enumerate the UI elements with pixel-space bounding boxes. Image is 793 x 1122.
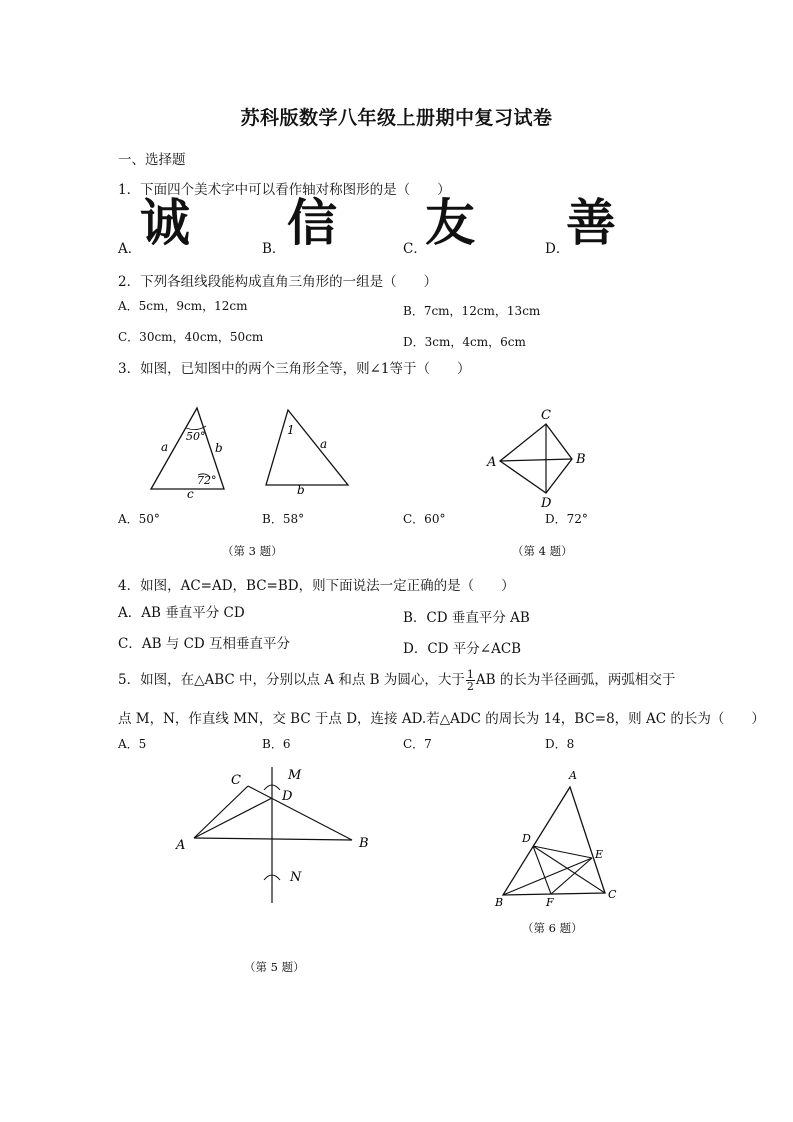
q1-art-char-a: 诚 <box>140 194 190 252</box>
q6-point-b: B <box>495 896 504 909</box>
q5-point-n: N <box>290 870 302 885</box>
q5-option-b[interactable]: B．6 <box>262 737 291 751</box>
q3-side-c1-label: c <box>187 487 194 501</box>
q5-point-a: A <box>176 838 186 853</box>
q3-angle-50-label: 50° <box>186 430 206 443</box>
q5-fraction-denominator: 2 <box>466 680 474 693</box>
q5-point-c: C <box>231 773 241 788</box>
q5-point-m: M <box>288 768 302 783</box>
q3-side-a2-label: a <box>320 437 328 451</box>
q6-point-d: D <box>522 832 531 845</box>
q5-point-d: D <box>282 789 293 804</box>
q6-point-e: E <box>595 848 604 861</box>
q4-point-b: B <box>576 452 586 467</box>
q4-option-d[interactable]: D．CD 平分∠ACB <box>403 641 522 657</box>
q6-point-f: F <box>546 896 554 909</box>
q6-point-a: A <box>569 769 577 782</box>
q5-caption: （第 5 题） <box>244 960 305 974</box>
q3-side-b1-label: b <box>215 441 223 455</box>
q4-option-c[interactable]: C．AB 与 CD 互相垂直平分 <box>118 636 291 652</box>
q1-art-char-b: 信 <box>287 194 337 252</box>
q5-option-c[interactable]: C．7 <box>403 737 432 751</box>
q4-point-c: C <box>541 408 551 423</box>
q5-option-d[interactable]: D．8 <box>545 737 575 751</box>
q3-caption: （第 3 题） <box>222 544 283 558</box>
q5-stem-post: AB 的长为半径画弧，两弧相交于 <box>475 672 676 688</box>
q5-option-a[interactable]: A．5 <box>118 737 147 751</box>
q4-option-a[interactable]: A．AB 垂直平分 CD <box>118 605 245 621</box>
q5-fraction-numerator: 1 <box>466 668 474 681</box>
q3-stem: 3．如图，已知图中的两个三角形全等，则∠1等于（ ） <box>118 361 471 377</box>
q4-option-b[interactable]: B．CD 垂直平分 AB <box>403 610 530 626</box>
q1-option-d-label[interactable]: D． <box>545 241 570 257</box>
q2-option-d[interactable]: D．3cm，4cm，6cm <box>403 335 526 349</box>
q3-angle-72-label: 72° <box>197 474 217 487</box>
q2-option-a[interactable]: A．5cm，9cm，12cm <box>118 299 248 313</box>
q2-option-c[interactable]: C．30cm，40cm，50cm <box>118 330 264 344</box>
q6-caption: （第 6 题） <box>522 921 583 935</box>
q4-caption: （第 4 题） <box>512 544 573 558</box>
q3-angle-1-label: 1 <box>287 423 295 437</box>
q1-art-char-c: 友 <box>425 194 475 252</box>
q6-point-c: C <box>608 888 617 901</box>
q3-option-d[interactable]: D．72° <box>545 512 588 526</box>
page-title: 苏科版数学八年级上册期中复习试卷 <box>240 107 553 129</box>
q5-stem-pre: 5．如图，在△ABC 中，分别以点 A 和点 B 为圆心，大于 <box>118 672 465 688</box>
q3-option-b[interactable]: B．58° <box>262 512 305 526</box>
q4-stem: 4．如图，AC=AD，BC=BD，则下面说法一定正确的是（ ） <box>118 578 515 594</box>
q3-side-a1-label: a <box>161 440 169 454</box>
q1-stem: 1．下面四个美术字中可以看作轴对称图形的是（ ） <box>118 182 451 198</box>
section-heading: 一、选择题 <box>118 152 186 168</box>
q5-point-b: B <box>359 836 369 851</box>
q3-option-c[interactable]: C．60° <box>403 512 446 526</box>
q3-option-a[interactable]: A．50° <box>118 512 160 526</box>
q1-option-b-label[interactable]: B． <box>262 241 286 257</box>
q1-option-c-label[interactable]: C． <box>403 241 427 257</box>
q1-art-char-d: 善 <box>566 194 616 252</box>
q1-option-a-label[interactable]: A． <box>118 241 142 257</box>
q2-option-b[interactable]: B．7cm，12cm，13cm <box>403 304 541 318</box>
q3-side-b2-label: b <box>297 483 305 497</box>
q4-point-a: A <box>487 455 497 470</box>
q2-stem: 2．下列各组线段能构成直角三角形的一组是（ ） <box>118 274 438 290</box>
q5-stem-line2: 点 M，N，作直线 MN，交 BC 于点 D，连接 AD.若△ADC 的周长为 14，BC=8，则 AC 的长为（ ） <box>118 711 765 727</box>
q4-point-d: D <box>541 496 552 511</box>
